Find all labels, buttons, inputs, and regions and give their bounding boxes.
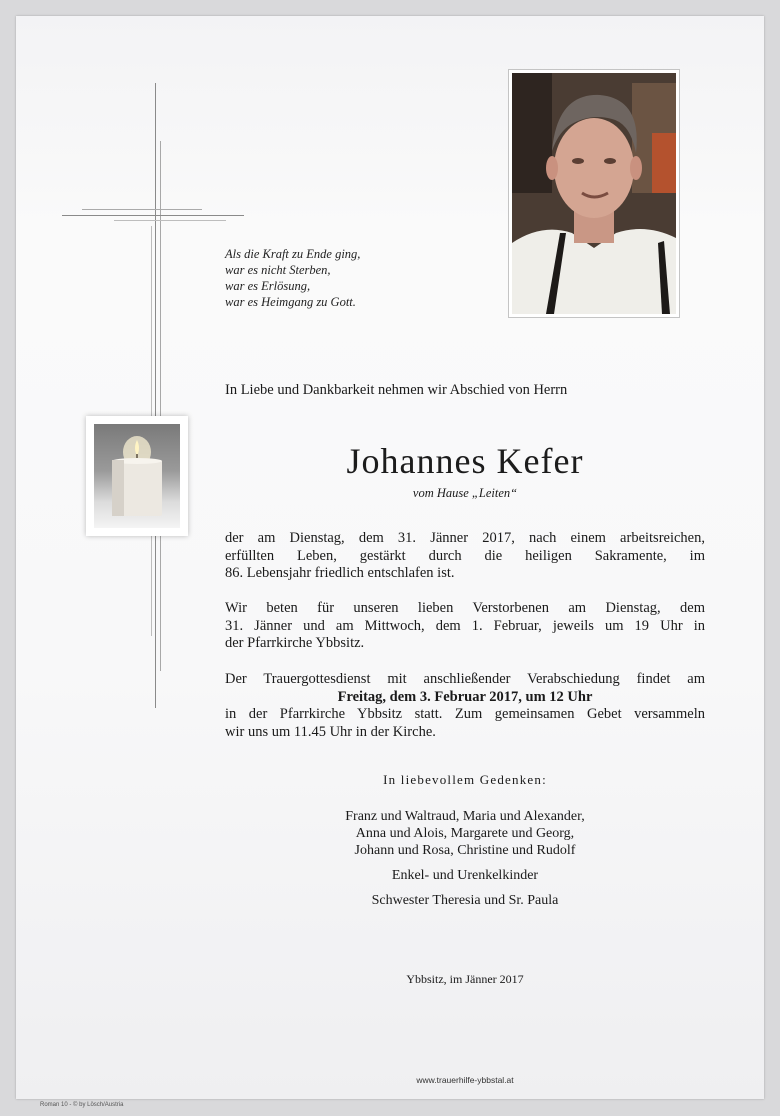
website-link[interactable]: www.trauerhilfe-ybbstal.at: [416, 1075, 514, 1085]
deceased-house-name: vom Hause „Leiten“: [412, 486, 518, 500]
deceased-name: Johannes Kefer: [346, 441, 584, 481]
portrait-frame: [508, 69, 680, 318]
poem: [225, 246, 485, 310]
paragraph-line: erfüllten Leben, gestärkt durch die heiligen Sakramente, im: [225, 547, 705, 564]
death-notice-paragraph: [225, 530, 705, 583]
paragraph-line: wir uns um 11.45 Uhr in der Kirche.: [225, 723, 436, 740]
intro-line: In Liebe und Dankbarkeit nehmen wir Abschied von Herrn: [225, 382, 568, 398]
poem-line: war es Heimgang zu Gott.: [225, 295, 356, 309]
candle-frame: [86, 416, 188, 536]
paragraph-line: 86. Lebensjahr friedlich entschlafen ist.: [225, 565, 455, 581]
place-and-date: Ybbsitz, im Jänner 2017: [406, 972, 524, 986]
family-line: Franz und Waltraud, Maria und Alexander,: [345, 809, 585, 824]
funeral-date-highlight: Freitag, dem 3. Februar 2017, um 12 Uhr: [337, 688, 593, 705]
paragraph-line: Der Trauergottesdienst mit anschließender Verabschiedung findet am: [225, 671, 705, 687]
cross-horizontal-line-3: [114, 220, 226, 221]
paragraph-line: der Pfarrkirche Ybbsitz.: [225, 635, 365, 651]
poem-line: war es Erlösung,: [225, 279, 311, 293]
paragraph-line: in der Pfarrkirche Ybbsitz statt. Zum gemeinsamen Gebet versammeln: [225, 706, 705, 722]
family-list: [225, 808, 705, 909]
family-line: Schwester Theresia und Sr. Paula: [371, 893, 559, 908]
cross-horizontal-line-2: [82, 209, 202, 210]
portrait-illustration: [512, 73, 676, 314]
paragraph-line: der am Dienstag, dem 31. Jänner 2017, nach einem arbeitsreichen,: [225, 530, 705, 546]
printer-note: Roman 10 - © by Lösch/Austria: [40, 1102, 124, 1108]
family-line: Enkel- und Urenkelkinder: [391, 868, 539, 883]
family-line: Anna und Alois, Margarete und Georg,: [355, 826, 575, 841]
poem-line: Als die Kraft zu Ende ging,: [225, 247, 361, 261]
prayer-paragraph: [225, 600, 705, 653]
cross-horizontal-line: [62, 215, 244, 216]
paragraph-line: Wir beten für unseren lieben Verstorbenen am Dienstag, dem: [225, 600, 705, 616]
paragraph-line: 31. Jänner und am Mittwoch, dem 1. Februar, jeweils um 19 Uhr in: [225, 617, 705, 634]
family-line: Johann und Rosa, Christine und Rudolf: [354, 843, 576, 858]
funeral-service-paragraph: [225, 671, 705, 741]
cross-vertical-line: [155, 83, 156, 708]
candle-icon: [94, 424, 180, 528]
memorial-heading: In liebevollem Gedenken:: [383, 772, 547, 787]
candle-illustration: [94, 424, 180, 528]
poem-line: war es nicht Sterben,: [225, 263, 331, 277]
portrait-photo: [512, 73, 676, 314]
